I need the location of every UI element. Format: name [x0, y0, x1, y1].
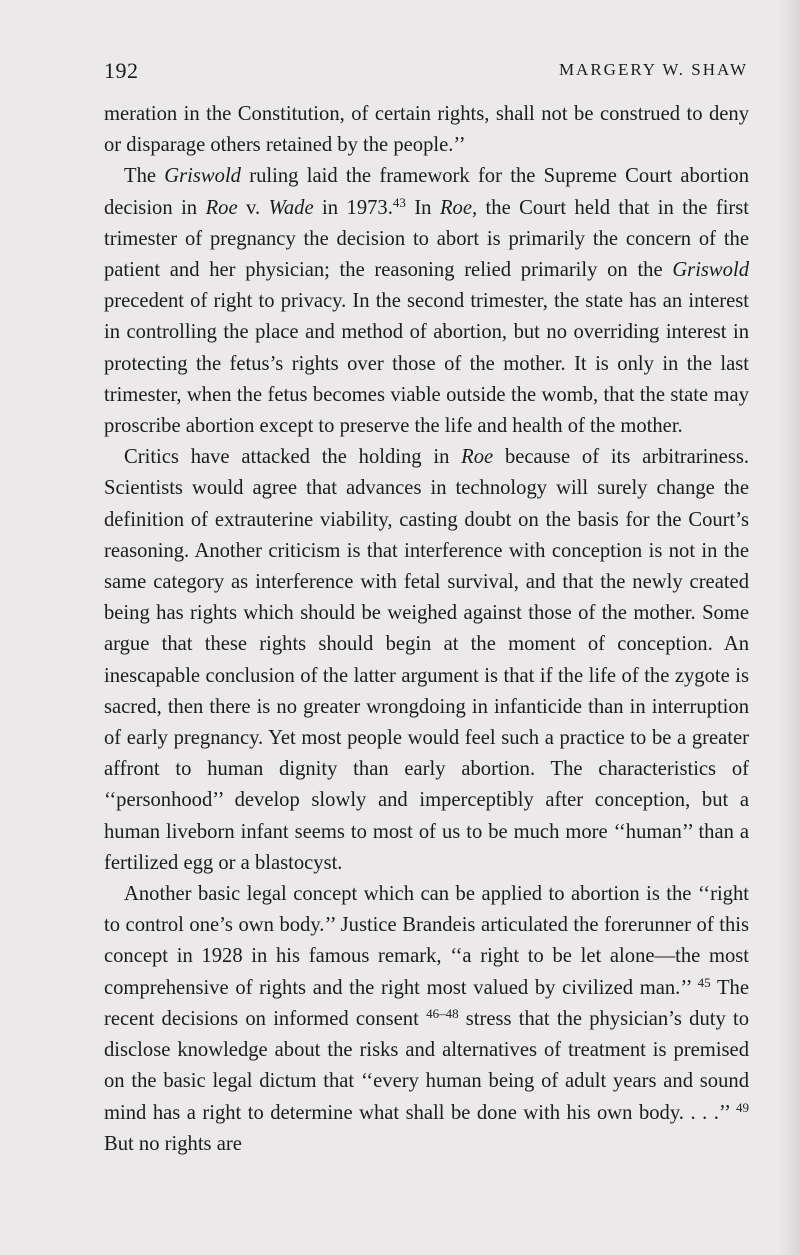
page-header: [104, 58, 748, 84]
text-run: The: [124, 165, 165, 188]
text-run: v.: [237, 196, 269, 219]
running-head: MARGERY W. SHAW: [558, 60, 748, 79]
text-run: because of its arbitrariness. Scientists would agree that advances in technology will surely change the definition of extrauterine viability, casting doubt on the basis for the Court’s reasoning. Another criticism is that interference with conception is not in the same category as interference with fetal survival, and that the newly created being has rights which should be weighed against those of the mother. Some argue that these rights should begin at the moment of conception. An inescapable conclusion of the latter argument is that if the life of the zygote is sacred, then there is no greater wrongdoing in infanticide than in interruption of early pregnancy. Yet most people would feel such a practice to be a greater affront to human dignity than early abortion. The characteristics of ‘‘personhood’’ develop slowly and imperceptibly after conception, but a human liveborn infant seems to most of us to be much more ‘‘human’’ than a fertilized egg or a blastocyst.: [104, 446, 750, 874]
case-name-italic: Griswold: [672, 259, 749, 282]
text-run: The recent decisions on informed consent: [104, 976, 749, 1030]
text-run: meration in the Constitution, of certain rights, shall not be construed to deny or disparage others retained by the people.’’: [104, 103, 749, 157]
case-name-italic: Roe,: [439, 196, 478, 219]
footnote-reference: 46–48: [426, 1005, 459, 1021]
text-run: Another basic legal concept which can be applied to abortion is the ‘‘right to control one’s own body.’’ Justice Brandeis articulated the forerunner of this concept in 1928 in his famous remark, ‘‘a right to be let alone—the most comprehensive of rights and the right most valued by civilized man.’’: [104, 883, 749, 999]
text-run: precedent of right to privacy. In the second trimester, the state has an interest in controlling the place and method of abortion, but no overriding interest in protecting the fetus’s rights over those of the mother. It is only in the last trimester, when the fetus becomes viable outside the womb, that the state may proscribe abortion except to preserve the life and health of the mother.: [104, 290, 749, 438]
body-text: [104, 99, 749, 1160]
case-name-italic: Roe: [205, 196, 238, 219]
case-name-italic: Griswold: [164, 165, 241, 188]
footnote-reference: 49: [736, 1099, 749, 1115]
case-name-italic: Roe: [461, 446, 494, 469]
page-number: 192: [104, 58, 139, 83]
text-run: stress that the physician’s duty to disclose knowledge about the risks and alternatives of treatment is premised on the basic legal dictum that ‘‘every human being of adult years and sound mind has a right to determine what shall be done with his own body. . . .’’: [104, 1007, 749, 1124]
text-run: ruling laid the framework for the Supreme Court abortion decision in: [104, 165, 749, 219]
page-edge-shadow: [778, 0, 800, 1255]
paragraph-2: [104, 161, 749, 442]
paragraph-1: [104, 99, 749, 161]
text-run: In: [405, 196, 440, 219]
footnote-reference: 43: [392, 194, 406, 210]
footnote-reference: 45: [697, 974, 711, 990]
text-run: Critics have attacked the holding in: [124, 446, 462, 469]
text-run: But no rights are: [104, 1132, 242, 1155]
paragraph-3: [104, 442, 749, 879]
text-run: the Court held that in the first trimester of pregnancy the decision to abort is primarily the concern of the patient and her physician; the reasoning relied primarily on the: [104, 196, 750, 282]
case-name-italic: Wade: [268, 196, 314, 219]
paragraph-4: [104, 879, 749, 1160]
text-run: in 1973.: [313, 196, 393, 219]
